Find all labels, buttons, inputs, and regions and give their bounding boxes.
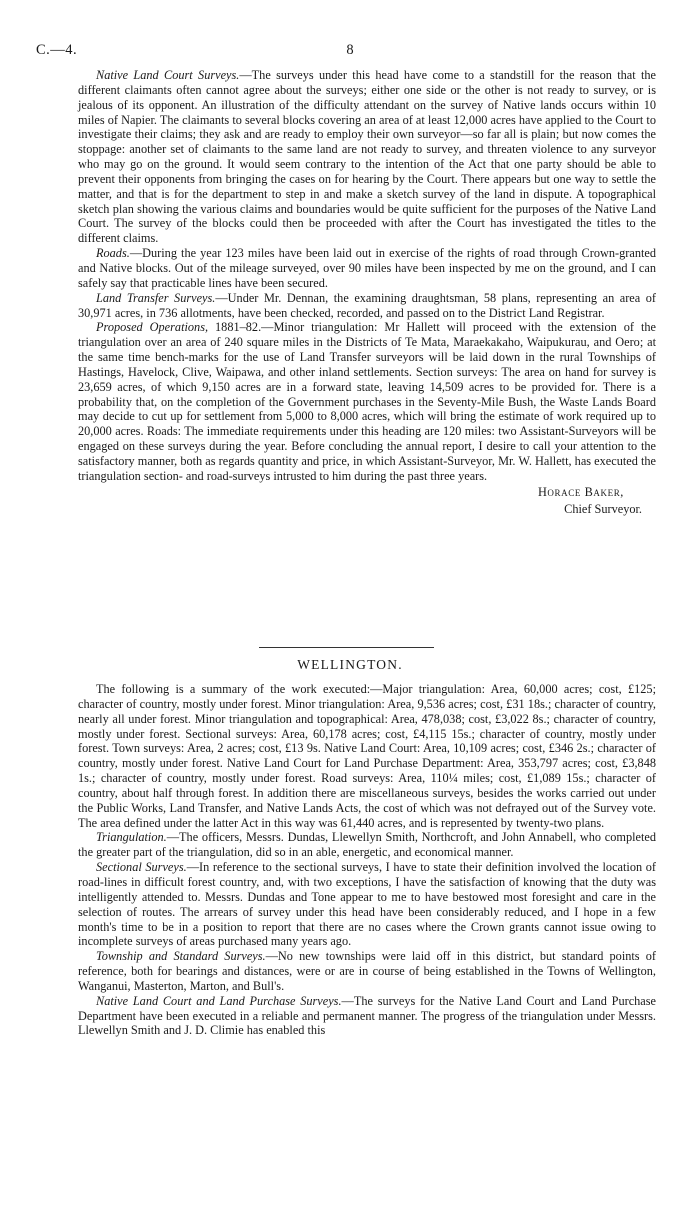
paragraph-township-standard-surveys (78, 949, 656, 994)
paragraph-title: Land Transfer Surveys. (96, 290, 216, 305)
paragraph-native-land-court-surveys (78, 68, 656, 246)
paragraph-title: Proposed Operations, (96, 320, 209, 335)
paragraph-triangulation (78, 830, 656, 860)
paragraph-text: —In reference to the sectional surveys, I have to state their definition involved the location of road-lines in difficult forest country, and, with two exceptions, I have the satisfaction of knowing that the duty was intelligently attended to. Messrs. Dundas and Tone appear to me to have bestowed most foresight and care in the selection of routes. The arrears of survey under this head have been considerably reduced, and I hope in a few month's time to be in a position to report that there are no cases where the Crown grants cannot issue owing to incomplete surveys of areas purchased many years ago. (78, 860, 656, 949)
wellington-report-body (78, 682, 656, 1038)
signature-name: Horace Baker, (537, 484, 624, 499)
paragraph-title: Native Land Court and Land Purchase Surveys. (96, 993, 342, 1008)
section-heading-wellington: WELLINGTON. (297, 657, 403, 672)
paragraph-text: —During the year 123 miles have been laid out in exercise of the rights of road through Crown-granted and Native blocks. Out of the mileage surveyed, over 90 miles have been inspected by me on the ground, and I can safely say that practicable lines have been secured. (78, 246, 656, 290)
hawkes-bay-report-body (78, 68, 656, 518)
signature-title: Chief Surveyor. (564, 501, 642, 516)
paragraph-land-transfer-surveys (78, 291, 656, 321)
page-number: 8 (346, 42, 354, 58)
paragraph-sectional-surveys (78, 860, 656, 949)
paragraph-title: Roads. (96, 246, 130, 261)
paragraph-text: —Under Mr. Dennan, the examining draughtsman, 58 plans, representing an area of 30,971 acres, in 736 allotments, have been checked, recorded, and passed on to the District Land Registrar. (78, 290, 657, 320)
paragraph-text: —The surveys under this head have come to a standstill for the reason that the different claimants often cannot agree about the surveys; either one side or the other is not ready to survey, or is jealous of its opponent. An illustration of the difficulty attendant on the survey of Native lands occurs within 10 miles of Napier. The claimants to several blocks covering an area of at least 12,000 acres have applied to the Court to investigate their claims; they ask and are ready to employ their own surveyor—so far all is plain; but now comes the stoppage: another set of claimants to the same land are not ready to survey, and threaten violence to any surveyor who may go on the ground. It would seem contrary to the intention of the Act that one party should be able to prevent their opponents from bringing the cases on for hearing by the Court. There appears but one way to settle the matter, and that is for the department to step in and make a sketch survey of the land in dispute. A topographical sketch plan showing the various claims and boundaries would be quite sufficient for the purposes of the Native Land Court. The survey of the blocks could then be proceeded with after the Court has investigated the titles to the different claims. (78, 68, 656, 246)
paragraph-summary (78, 682, 656, 830)
paragraph-title: Triangulation. (96, 830, 167, 845)
section-divider (259, 647, 434, 648)
paragraph-text: —The surveys for the Native Land Court and Land Purchase Department have been executed in a reliable and permanent manner. The progress of the triangulation under Messrs. Llewellyn Smith and J. D. Climie has enabled this (78, 993, 656, 1038)
paragraph-text: The following is a summary of the work executed:—Major triangulation: Area, 60,000 acres; cost, £125; character of country, mostly under forest. Minor triangulation: Area, 9,536 acres; cost, £31 18s.; character of country, nearly all under forest. Minor triangulation and topographical: Area, 478,038; cost, £3,022 8s.; character of country, mostly under forest. Sectional surveys: Area, 60,178 acres; cost, £4,115 15s.; character of country, mostly under forest. Town surveys: Area, 2 acres; cost, £13 9s. Native Land Court: Area, 10,109 acres; cost, £346 2s.; character of country, mostly under forest. Native Land Court for Land Purchase Department: Area, 353,797 acres; cost, £3,848 1s.; character of country, mostly under forest. Road surveys: Area, 110¼ miles; cost, £1,089 15s.; character of country, about half through forest. In addition there are miscellaneous surveys, besides the works carried out under the Public Works, Land Transfer, and Native Lands Acts, the cost of which was not defrayed out of the Survey vote. The area defined under the latter Act in this way was 61,440 acres, and is represented by twenty-two plans. (78, 682, 656, 830)
page-reference: C.—4. (36, 42, 78, 58)
paragraph-proposed-operations (78, 320, 656, 483)
paragraph-text: 1881–82.—Minor triangulation: Mr Hallett will proceed with the extension of the triangulation over an area of 240 square miles in the Districts of Te Mata, Maraekakaho, Waipukurau, and Oero; at the same time bench-marks for the use of Land Transfer surveyors will be laid down in the rural Townships of Hastings, Havelock, Clive, Waipawa, and other inland settlements. Section surveys: The area on hand for survey is 23,659 acres, of which 9,150 acres are in a forward state, leaving 14,509 acres to be provided for. There is a probability that, on the completion of the Government purchases in the Seventy-Mile Bush, the Waste Lands Board may decide to cut up for settlement from 5,000 to 8,000 acres, which will bring the estimate of work required up to 20,000 acres. Roads: The immediate requirements under this heading are 120 miles: two Assistant-Surveyors will be engaged on these surveys during the year. Before concluding the annual report, I desire to call your attention to the satisfactory manner, both as regards quantity and price, in which Assistant-Surveyor, Mr. W. Hallett, has executed the triangulation section- and road-surveys intrusted to him during the past three years. (78, 320, 656, 483)
paragraph-text: —The officers, Messrs. Dundas, Llewellyn Smith, Northcroft, and John Annabell, who completed the greater part of the triangulation, did so in an able, energetic, and economical manner. (78, 830, 656, 860)
paragraph-native-land-court-purchase-surveys (78, 994, 656, 1039)
paragraph-text: —No new townships were laid off in this district, but standard points of reference, both for bearings and distances, were or are in course of being established in the Towns of Wellington, Wanganui, Masterton, Marton, and Bull's. (78, 949, 656, 993)
paragraph-title: Native Land Court Surveys. (96, 68, 240, 82)
paragraph-title: Sectional Surveys. (96, 860, 187, 875)
paragraph-roads (78, 246, 656, 291)
paragraph-title: Township and Standard Surveys. (96, 949, 266, 964)
